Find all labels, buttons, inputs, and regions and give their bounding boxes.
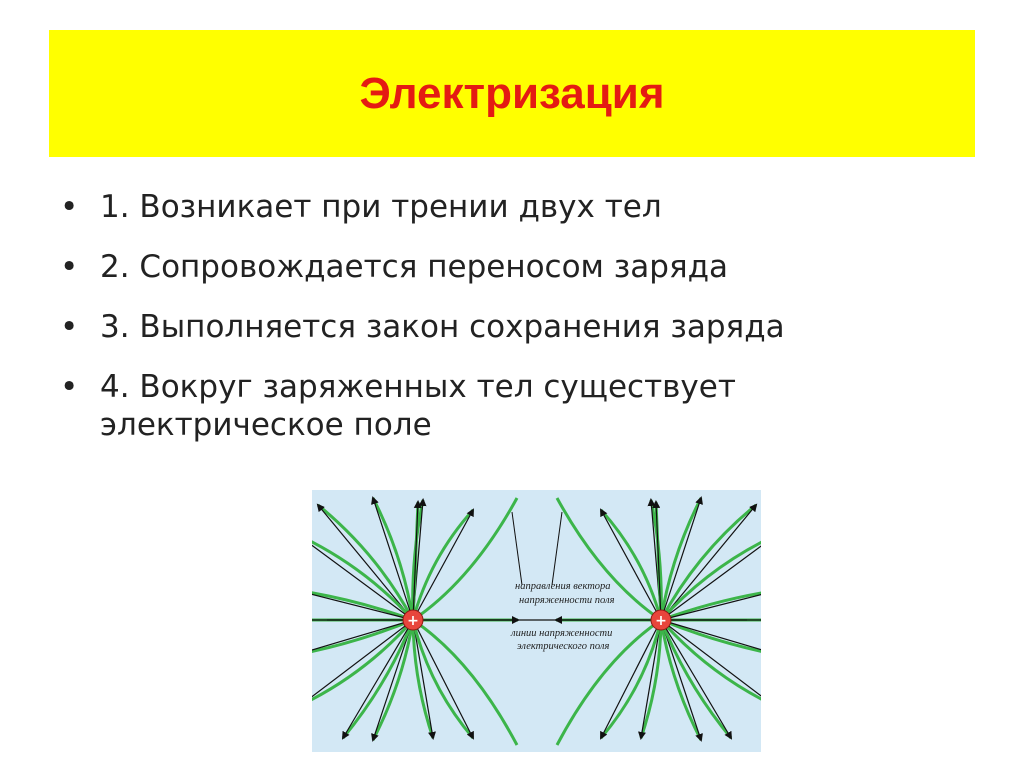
bullet-icon: • <box>60 249 79 285</box>
bullet-item <box>60 248 960 286</box>
bullet-icon: • <box>60 369 79 405</box>
bullet-text: 1. Возникает при трении двух тел <box>100 189 662 225</box>
bullet-icon: • <box>60 189 79 225</box>
bullet-text: 3. Выполняется закон сохранения заряда <box>100 309 785 345</box>
title-banner <box>49 30 975 157</box>
bullet-text: 2. Сопровождается переносом заряда <box>100 249 729 285</box>
electric-field-diagram <box>312 490 761 752</box>
bullet-icon: • <box>60 309 79 345</box>
plus-icon: + <box>407 613 419 629</box>
lines-label-line-2: электрического поля <box>517 641 610 652</box>
bullet-item <box>60 368 960 444</box>
vector-label-line-2: напряженности поля <box>519 595 615 606</box>
charge-right <box>651 610 671 630</box>
bullet-text: 4. Вокруг заряженных тел существует электрическое поле <box>100 369 736 443</box>
bullet-list <box>60 188 960 466</box>
slide-title: Электризация <box>359 68 665 118</box>
plus-icon: + <box>655 613 667 629</box>
lines-label-line-1: линии напряженности <box>511 628 613 639</box>
bullet-item <box>60 308 960 346</box>
charge-left <box>403 610 423 630</box>
bullet-item <box>60 188 960 226</box>
field-lines-svg <box>312 490 761 752</box>
vector-label-line-1: направления вектора <box>515 581 611 592</box>
